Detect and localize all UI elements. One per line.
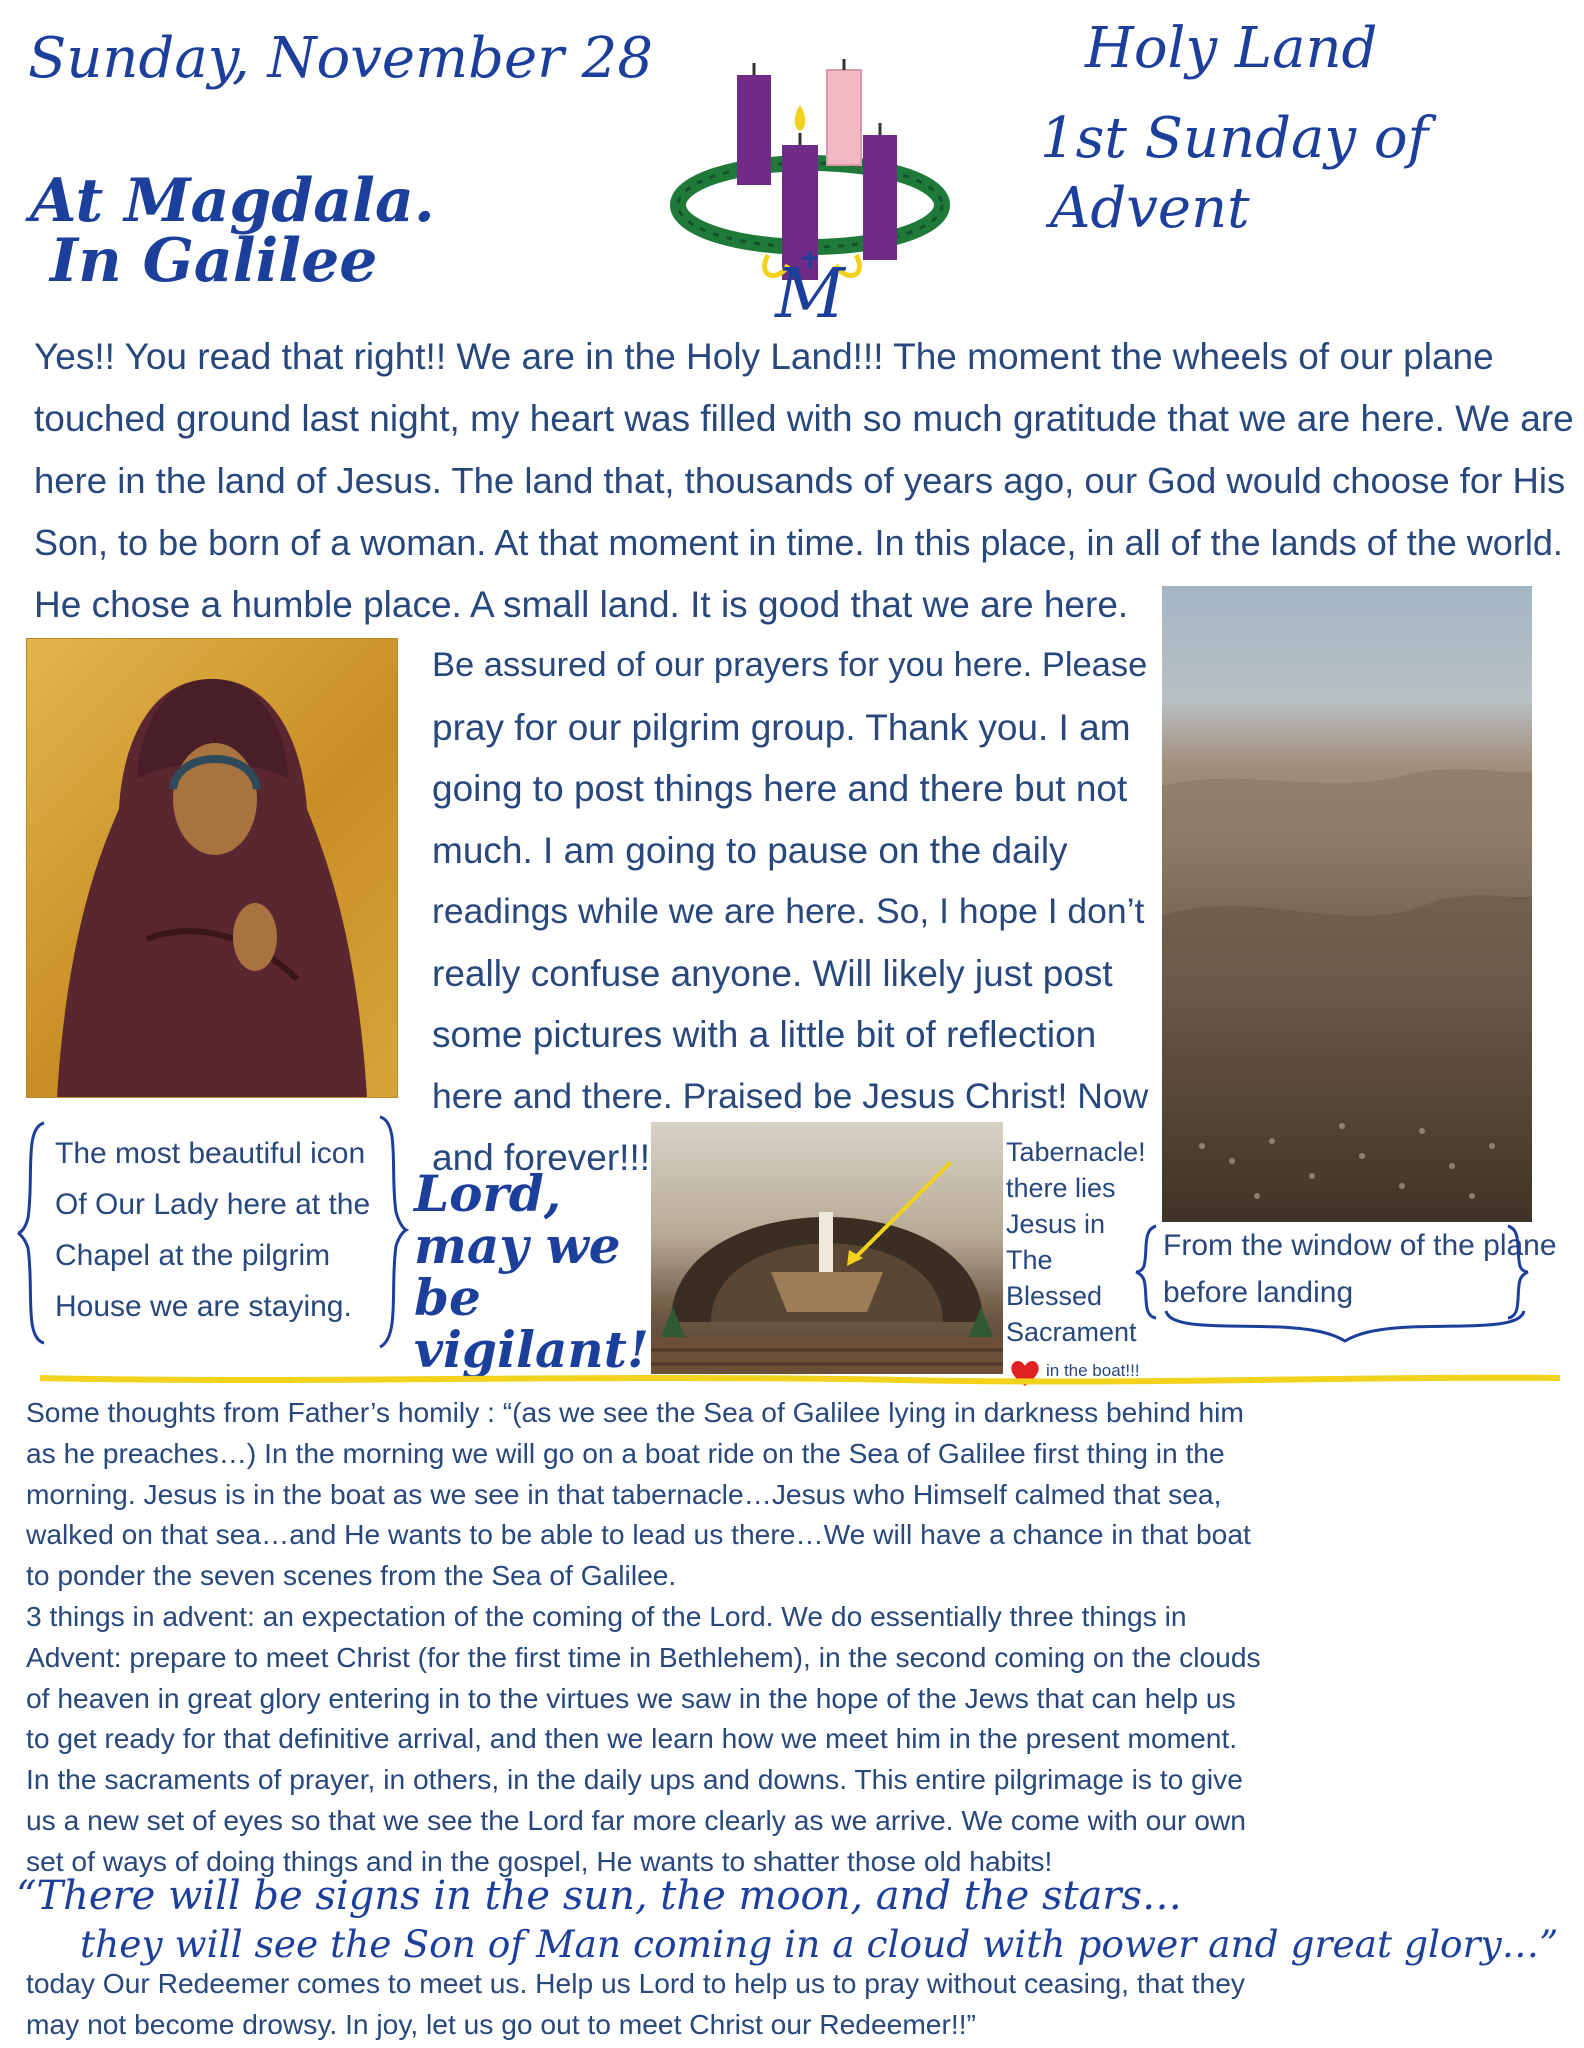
homily-section xyxy=(26,1392,1566,1882)
title-line1: Holy Land xyxy=(1085,16,1378,81)
vigilant-prayer-note xyxy=(414,1164,649,1379)
tabernacle-line: there lies xyxy=(1006,1173,1116,1203)
tabernacle-note xyxy=(1006,1134,1146,1350)
side-line: here and there. Praised be Jesus Christ! Now xyxy=(432,1075,1149,1116)
icon-caption-line: The most beautiful icon xyxy=(55,1137,366,1170)
plane-bottom-brace-icon xyxy=(1160,1305,1530,1345)
boat-note: in the boat!!! xyxy=(1046,1361,1140,1380)
homily-line: Some thoughts from Father’s homily : “(as we see the Sea of Galilee lying in darkness behind him xyxy=(26,1396,1244,1428)
chapel-tabernacle-photo xyxy=(651,1122,1003,1374)
closing-section xyxy=(26,1963,1566,2045)
icon-caption-line: Chapel at the pilgrim xyxy=(55,1239,331,1272)
tabernacle-line: Sacrament xyxy=(1006,1317,1137,1347)
homily-line: set of ways of doing things and in the gospel, He wants to shatter those old habits! xyxy=(26,1844,1053,1877)
tabernacle-line: Jesus in xyxy=(1006,1209,1106,1239)
intro-line: touched ground last night, my heart was filled with so much gratitude that we are here. We are xyxy=(34,398,1574,439)
side-line: much. I am going to pause on the daily xyxy=(432,829,1068,871)
side-line: some pictures with a little bit of reflection xyxy=(432,1014,1097,1055)
yellow-divider xyxy=(0,1368,1584,1392)
side-line: going to post things here and there but not xyxy=(432,768,1128,809)
icon-caption xyxy=(55,1128,385,1332)
tabernacle-line: The xyxy=(1006,1245,1053,1275)
homily-line: to ponder the seven scenes from the Sea of Galilee. xyxy=(26,1559,677,1592)
homily-line: Advent: prepare to meet Christ (for the first time in Bethlehem), in the second coming on the clouds xyxy=(26,1640,1261,1673)
homily-line: of heaven in great glory entering in to the virtues we saw in the hope of the Jews that can help us xyxy=(26,1681,1236,1714)
chapel-interior-icon xyxy=(651,1122,1003,1374)
our-lady-icon-photo xyxy=(26,638,398,1098)
tabernacle-line: Tabernacle! xyxy=(1006,1137,1146,1167)
icon-caption-line: Of Our Lady here at the xyxy=(55,1188,371,1221)
location-heading-line1: At Magdala. xyxy=(30,166,435,236)
plane-caption-line: From the window of the plane xyxy=(1163,1229,1557,1262)
intro-line: here in the land of Jesus. The land that, thousands of years ago, our God would choose for His xyxy=(34,460,1566,501)
homily-line: us a new set of eyes so that we see the Lord far more clearly as we arrive. We come with our own xyxy=(26,1803,1246,1836)
side-line: pray for our pilgrim group. Thank you. I am xyxy=(432,706,1131,748)
scripture-quote-line1: “There will be signs in the sun, the moon, and the stars… xyxy=(16,1873,1183,1919)
side-line: really confuse anyone. Will likely just post xyxy=(432,952,1113,994)
closing-line: may not become drowsy. In joy, let us go out to meet Christ our Redeemer!!” xyxy=(26,2007,976,2040)
tabernacle-line: Blessed xyxy=(1006,1281,1103,1311)
vigilant-line: be xyxy=(414,1268,481,1327)
scripture-quote-line2: they will see the Son of Man coming in a cloud with power and great glory…” xyxy=(80,1922,1559,1966)
right-brace-icon xyxy=(372,1112,412,1352)
intro-line: Son, to be born of a woman. At that moment in time. In this place, in all of the lands of the world. xyxy=(34,522,1563,563)
side-line: readings while we are here. So, I hope I don’t xyxy=(432,891,1145,931)
plane-window-photo xyxy=(1162,586,1532,1222)
vigilant-line: vigilant! xyxy=(414,1320,649,1379)
vigilant-line: Lord, xyxy=(414,1164,562,1223)
homily-line: 3 things in advent: an expectation of the coming of the Lord. We do essentially three things in xyxy=(26,1599,1187,1632)
left-brace-icon xyxy=(14,1118,54,1348)
title-line2: 1st Sunday of xyxy=(1040,106,1429,171)
advent-wreath-icon xyxy=(660,55,960,335)
homily-line: to get ready for that definitive arrival, and then we learn how we meet him in the present moment. xyxy=(26,1722,1238,1755)
side-line: Be assured of our prayers for you here. Please xyxy=(432,646,1148,684)
date-heading: Sunday, November 28 xyxy=(28,26,653,91)
homily-line: as he preaches…) In the morning we will go on a boat ride on the Sea of Galilee first thing in the xyxy=(26,1436,1225,1469)
homily-line: walked on that sea…and He wants to be able to lead us there…We will have a chance in that boat xyxy=(26,1518,1251,1551)
homily-line: morning. Jesus is in the boat as we see in that tabernacle…Jesus who Himself calmed that sea, xyxy=(26,1477,1222,1510)
homily-line: In the sacraments of prayer, in others, in the daily ups and downs. This entire pilgrimage is to give xyxy=(26,1763,1243,1796)
icon-caption-line: House we are staying. xyxy=(55,1290,352,1323)
location-heading-line2: In Galilee xyxy=(50,226,378,296)
intro-line: Yes!! You read that right!! We are in the Holy Land!!! The moment the wheels of our plane xyxy=(34,336,1494,377)
landscape-icon xyxy=(1162,586,1532,1222)
marian-monogram: M xyxy=(775,255,845,334)
plane-caption xyxy=(1163,1222,1557,1316)
intro-line: He chose a humble place. A small land. It is good that we are here. xyxy=(34,584,1129,625)
plane-caption-line: before landing xyxy=(1163,1276,1354,1309)
closing-line: today Our Redeemer comes to meet us. Help us Lord to help us to pray without ceasing, that they xyxy=(26,1967,1245,1999)
title-line3: Advent xyxy=(1050,176,1250,241)
icon-figure-icon xyxy=(27,639,397,1097)
side-line: and forever!!! xyxy=(432,1137,651,1178)
side-paragraph xyxy=(432,635,1152,1189)
plane-left-brace-icon xyxy=(1128,1222,1164,1322)
vigilant-line: may we xyxy=(414,1216,621,1275)
